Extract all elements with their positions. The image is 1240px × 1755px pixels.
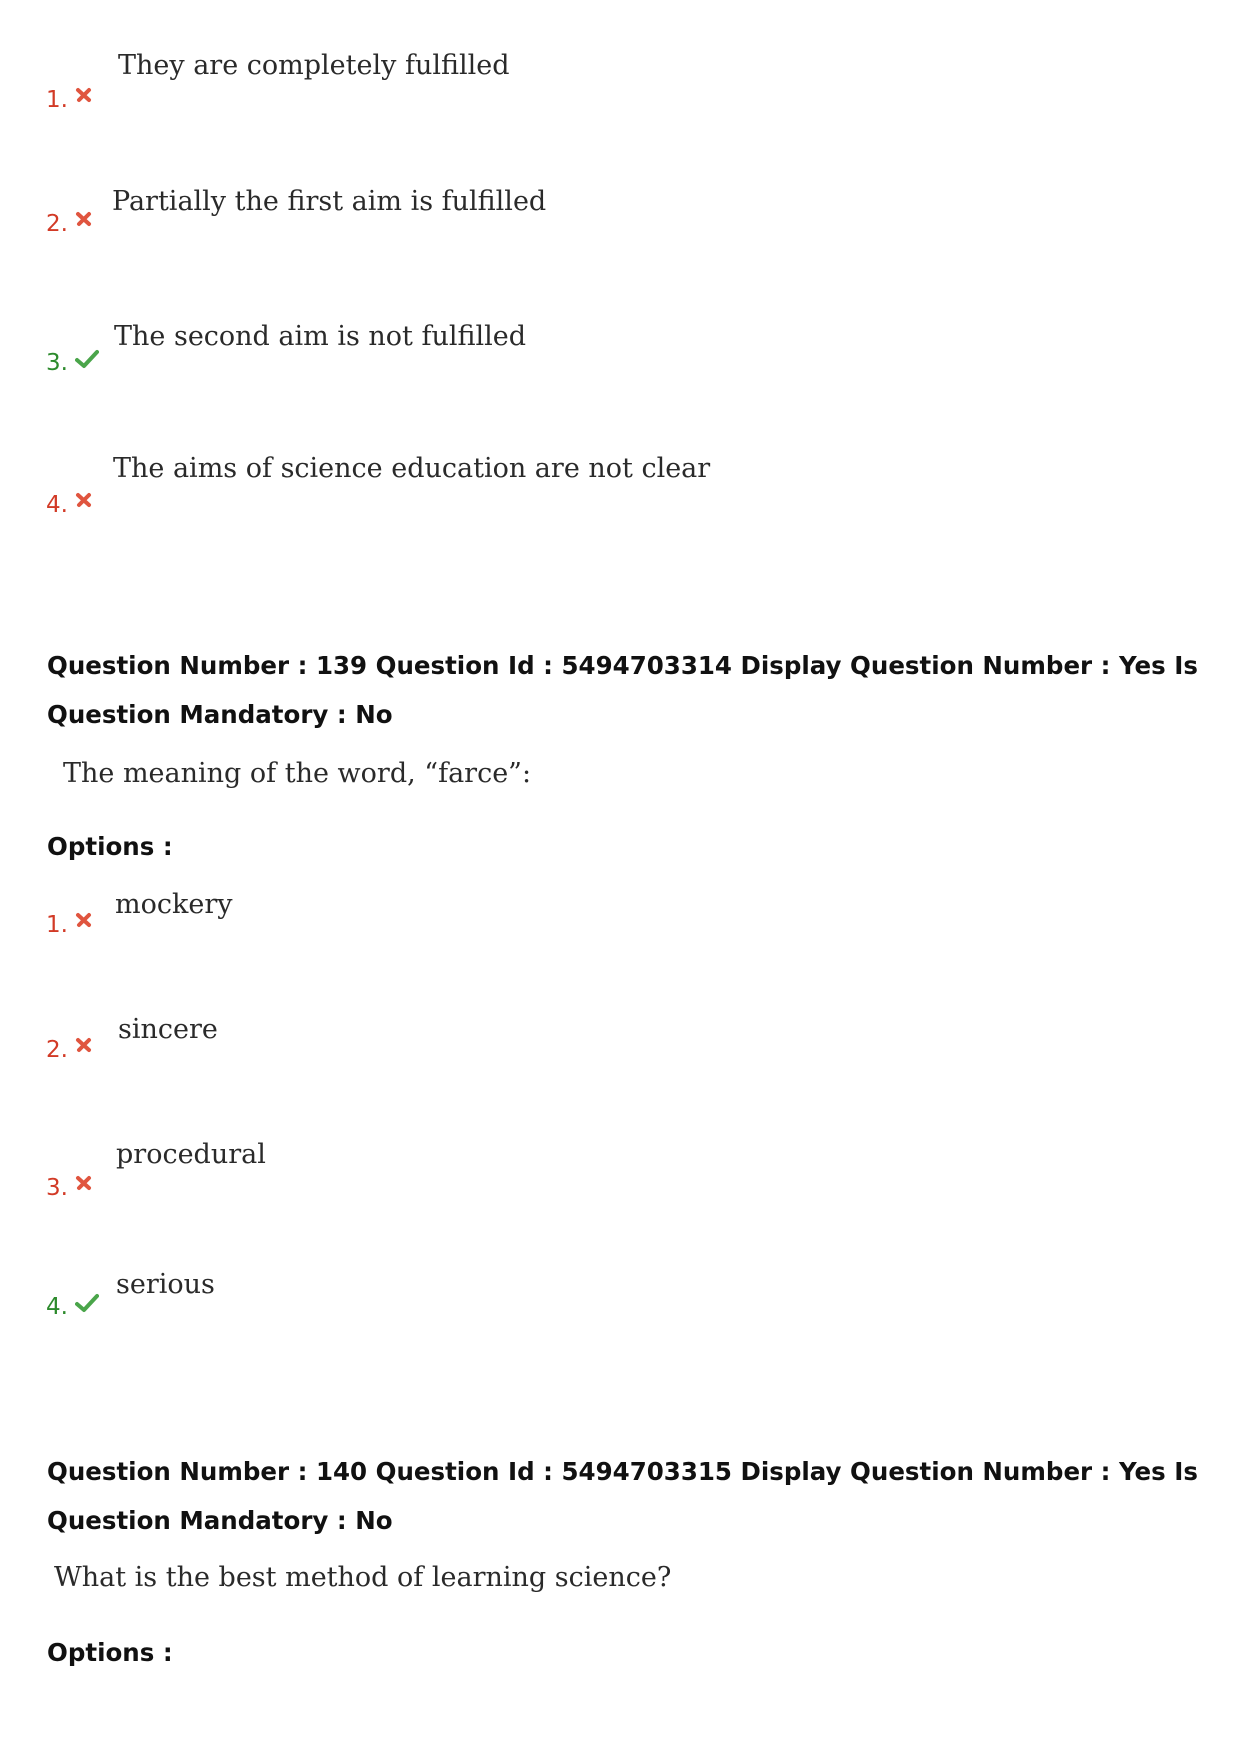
options-label: Options : <box>47 832 173 861</box>
option-item <box>46 210 93 238</box>
option-text: They are completely fulfilled <box>118 50 510 81</box>
option-item <box>46 1174 93 1202</box>
option-text: sincere <box>118 1014 218 1045</box>
cross-mark-icon <box>75 491 93 509</box>
option-text: The aims of science education are not clear <box>113 453 711 484</box>
option-number: 3. <box>46 350 68 376</box>
option-number: 4. <box>46 492 68 518</box>
question-meta: Question Number : 140 Question Id : 5494703315 Display Question Number : Yes Is Question Mandatory : No <box>47 1457 1198 1535</box>
option-text: Partially the first aim is fulfilled <box>112 186 547 217</box>
option-item <box>46 1293 99 1321</box>
option-text: The second aim is not fulfilled <box>114 321 527 352</box>
option-item <box>46 86 93 114</box>
option-item <box>46 1036 93 1064</box>
cross-mark-icon <box>75 86 93 104</box>
option-text: mockery <box>115 889 233 920</box>
option-number: 2. <box>46 211 68 237</box>
cross-mark-icon <box>75 911 93 929</box>
option-item <box>46 349 99 377</box>
option-number: 1. <box>46 87 68 113</box>
option-number: 2. <box>46 1037 68 1063</box>
option-text: serious <box>116 1269 215 1300</box>
question-text: The meaning of the word, “farce”: <box>63 758 532 789</box>
cross-mark-icon <box>75 210 93 228</box>
option-item <box>46 911 93 939</box>
question-meta: Question Number : 139 Question Id : 5494703314 Display Question Number : Yes Is Question Mandatory : No <box>47 651 1198 729</box>
option-text: procedural <box>116 1139 266 1170</box>
check-mark-icon <box>75 1293 99 1311</box>
question-text: What is the best method of learning science? <box>54 1562 672 1593</box>
options-label: Options : <box>47 1638 173 1667</box>
option-number: 4. <box>46 1294 68 1320</box>
check-mark-icon <box>75 349 99 367</box>
cross-mark-icon <box>75 1036 93 1054</box>
cross-mark-icon <box>75 1174 93 1192</box>
option-number: 3. <box>46 1175 68 1201</box>
option-item <box>46 491 93 519</box>
option-number: 1. <box>46 912 68 938</box>
